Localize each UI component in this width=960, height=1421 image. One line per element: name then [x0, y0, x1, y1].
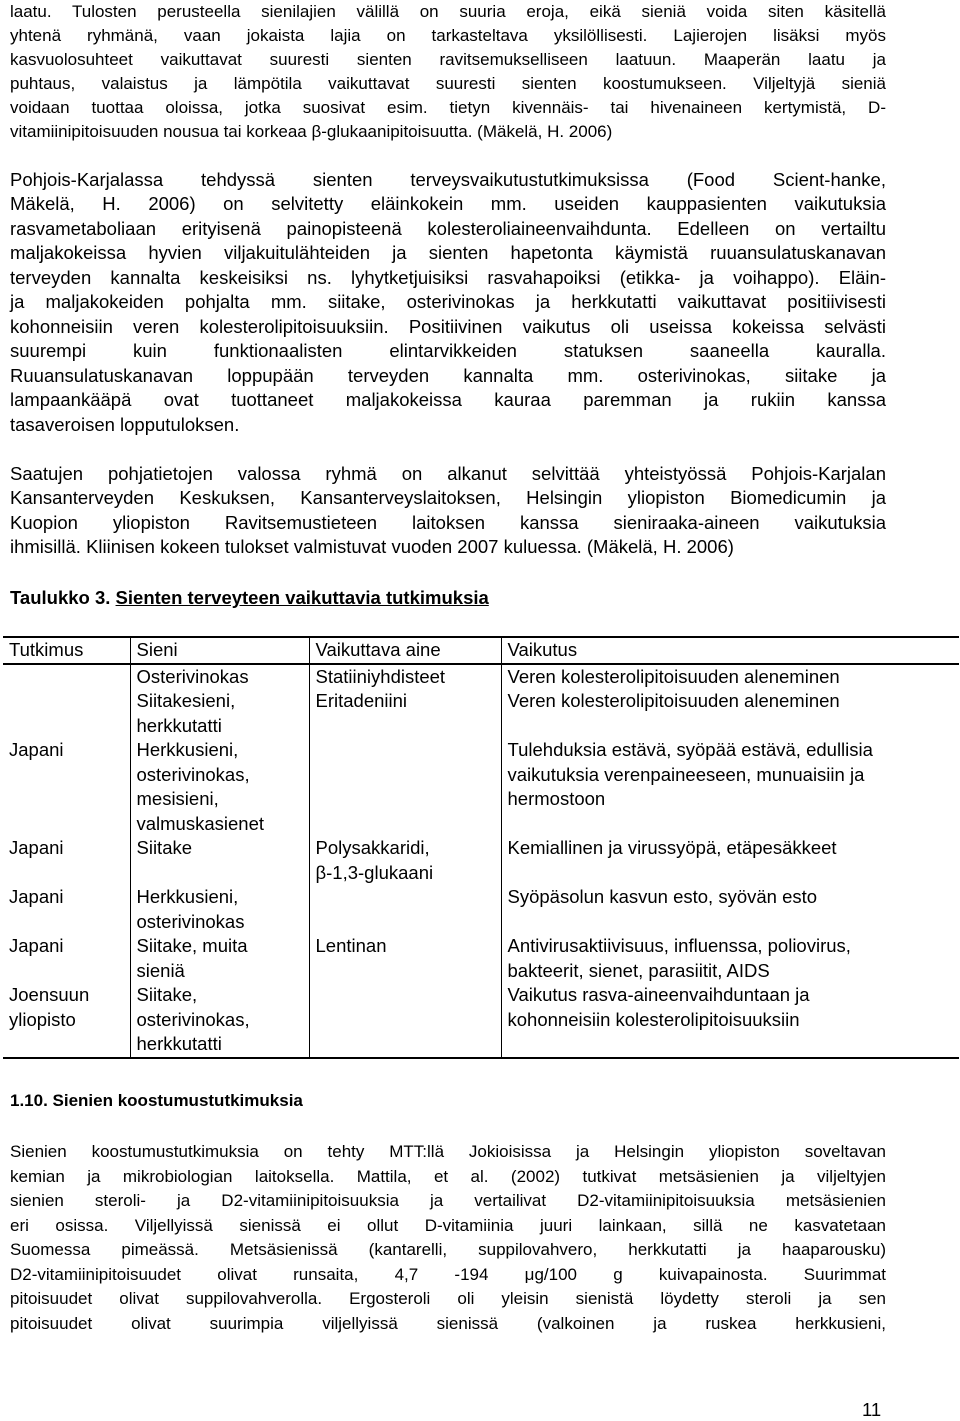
- text-line: Kuopion yliopiston Ravitsemustieteen laitoksen kanssa sieniraaka-aineen vaikutuksia: [10, 512, 886, 533]
- cell-line: herkkutatti: [136, 714, 222, 736]
- cell-line: osterivinokas,: [136, 763, 250, 785]
- cell-vaikutus: [501, 689, 959, 738]
- cell-line: hermostoon: [507, 788, 606, 809]
- cell-tutkimus: [3, 934, 130, 983]
- cell-line: Siitake, muita: [136, 935, 248, 956]
- table-header-row: [3, 637, 959, 664]
- cell-line: Statiiniyhdisteet: [315, 665, 446, 687]
- text-line: puhtaus, valaistus ja lämpötila vaikuttavat suuresti sienten koostumukseen. Viljeltyjä sieniä: [10, 74, 886, 93]
- text-line: Suomessa pimeässä. Metsäsienissä (kantarelli, suppilovahvero, herkkutatti ja haaparousku): [10, 1240, 886, 1259]
- text-line: vitamiinipitoisuuden nousua tai korkeaa β-glukaanipitoisuutta. (Mäkelä, H. 2006): [10, 122, 613, 141]
- cell-tutkimus: [3, 983, 130, 1058]
- cell-line: β-1,3-glukaani: [315, 861, 434, 883]
- text-line: Saatujen pohjatietojen valossa ryhmä on alkanut selvittää yhteistyössä Pohjois-Karjalan: [10, 463, 886, 484]
- cell-vaikuttava-aine: [309, 836, 501, 885]
- cell-line: Polysakkaridi,: [315, 837, 430, 858]
- cell-vaikutus: [501, 738, 959, 836]
- text-line: Kansanterveyden Keskuksen, Kansanterveyslaitoksen, Helsingin yliopiston Biomedicumin ja: [10, 487, 886, 508]
- table-caption-label: Taulukko 3.: [10, 587, 111, 608]
- text-line: eri osissa. Viljellyissä sienissä ei ollut D-vitamiinia juuri lainkaan, sillä ne kasvatetaan: [10, 1216, 886, 1235]
- cell-line: Syöpäsolun kasvun esto, syövän esto: [507, 886, 818, 907]
- cell-sieni: [130, 689, 309, 738]
- text-line: yhtenä ryhmänä, vaan jokaista lajia on tarkasteltava yksilöllisesti. Lajierojen lisäksi myös: [10, 26, 886, 45]
- text-line: terveyden kannalta keskeisiksi ns. lyhytketjuisiksi rasvahapoiksi (etikka- ja voihappo). Eläin-: [10, 267, 886, 288]
- table-row: [3, 664, 959, 690]
- cell-line: Japani: [9, 935, 64, 956]
- cell-line: Veren kolesterolipitoisuuden aleneminen: [507, 665, 840, 687]
- cell-tutkimus: [3, 664, 130, 690]
- cell-sieni: [130, 983, 309, 1058]
- text-line: tasaveroisen lopputuloksen.: [10, 414, 240, 435]
- cell-line: osterivinokas,: [136, 1008, 250, 1030]
- text-line: Pohjois-Karjalassa tehdyssä sienten terveysvaikutustutkimuksissa (Food Scient-hanke,: [10, 169, 886, 190]
- cell-line: Kemiallinen ja virussyöpä, etäpesäkkeet: [507, 837, 837, 858]
- page-number: 11: [862, 1399, 882, 1420]
- text-line: D2-vitamiinipitoisuudet olivat runsaita, 4,7 -194 μg/100 g kuivapainosta. Suurimmat: [10, 1265, 886, 1284]
- cell-line: Siitake: [136, 837, 193, 858]
- cell-line: Japani: [9, 886, 64, 907]
- text-line: kemian ja mikrobiologian laitoksella. Mattila, et al. (2002) tutkivat metsäsienien ja viljeltyjen: [10, 1167, 886, 1186]
- text-line: Ruuansulatuskanavan loppupään terveyden kannalta mm. osterivinokas, siitake ja: [10, 365, 886, 386]
- text-line: Mäkelä, H. 2006) on selvitetty eläinkokein mm. useiden kauppasienten vaikutuksia: [10, 193, 886, 214]
- cell-vaikuttava-aine: [309, 664, 501, 690]
- cell-tutkimus: [3, 885, 130, 934]
- text-line: voidaan tuottaa oloissa, jotka suosivat esim. tietyn kivennäis- tai hivenaineen kertymistä, D-: [10, 98, 886, 117]
- text-line: sienien steroli- ja D2-vitamiinipitoisuuksia ja vertailivat D2-vitamiinipitoisuuksia metsäsienien: [10, 1191, 886, 1210]
- text-line: maljakokeissa hyvien viljakuitulähteiden ja sienten hapetonta käymistä ruuansulatuskanavan: [10, 242, 886, 263]
- cell-sieni: [130, 836, 309, 885]
- text-line: lampaankääpä ovat tuottaneet maljakokeissa kauraa paremman ja rukiin kanssa: [10, 389, 886, 410]
- cell-line: kohonneisiin kolesterolipitoisuuksiin: [507, 1008, 800, 1030]
- text-line: pitoisuudet olivat suurimpia viljellyissä sienissä (valkoinen ja ruskea herkkusieni,: [10, 1314, 886, 1333]
- cell-line: mesisieni,: [136, 788, 219, 809]
- column-header: Vaikuttava aine: [309, 637, 501, 664]
- text-line: Sienien koostumustutkimuksia on tehty MTT:llä Jokioisissa ja Helsingin yliopiston soveltavan: [10, 1142, 886, 1161]
- cell-vaikutus: [501, 664, 959, 690]
- cell-vaikutus: [501, 983, 959, 1058]
- cell-line: Joensuun: [9, 984, 90, 1005]
- table-row: [3, 836, 959, 885]
- cell-sieni: [130, 934, 309, 983]
- cell-vaikutus: [501, 836, 959, 885]
- cell-line: Tulehduksia estävä, syöpää estävä, edullisia: [507, 739, 873, 760]
- cell-vaikuttava-aine: [309, 885, 501, 934]
- cell-vaikuttava-aine: [309, 934, 501, 983]
- text-line: laatu. Tulosten perusteella sienilajien välillä on suuria eroja, eikä sieniä voida siten käsitellä: [10, 2, 886, 21]
- cell-line: Japani: [9, 837, 64, 858]
- cell-tutkimus: [3, 836, 130, 885]
- cell-vaikuttava-aine: [309, 983, 501, 1058]
- table-row: [3, 738, 959, 836]
- cell-sieni: [130, 738, 309, 836]
- cell-sieni: [130, 664, 309, 690]
- cell-line: yliopisto: [9, 1008, 76, 1030]
- text-line: suurempi kuin funktionaalisten elintarvikkeiden statuksen saaneella kauralla.: [10, 340, 886, 361]
- cell-sieni: [130, 885, 309, 934]
- studies-table: [3, 636, 959, 1059]
- cell-line: Herkkusieni,: [136, 739, 239, 760]
- cell-line: Veren kolesterolipitoisuuden aleneminen: [507, 690, 840, 711]
- section-heading: 1.10. Sienien koostumustutkimuksia: [10, 1091, 303, 1110]
- column-header: Tutkimus: [9, 639, 84, 660]
- text-line: kasvuolosuhteet vaikuttavat suuresti sienten ravitsemukselliseen laatuun. Maaperän laatu ja: [10, 50, 886, 69]
- cell-tutkimus: [3, 689, 130, 738]
- table-row: [3, 885, 959, 934]
- table-caption-title: Sienten terveyteen vaikuttavia tutkimuksia: [115, 587, 489, 608]
- column-header: Sieni: [130, 637, 309, 664]
- cell-line: valmuskasienet: [136, 812, 265, 834]
- table-body: [3, 664, 959, 1058]
- cell-line: sieniä: [136, 959, 185, 981]
- cell-tutkimus: [3, 738, 130, 836]
- cell-line: Siitakesieni,: [136, 690, 236, 711]
- cell-vaikutus: [501, 885, 959, 934]
- cell-vaikutus: [501, 934, 959, 983]
- cell-line: Herkkusieni,: [136, 886, 239, 907]
- text-line: ja maljakokeiden pohjalta mm. siitake, osterivinokas ja herkkutatti vaikuttavat positiivisesti: [10, 291, 886, 312]
- cell-line: bakteerit, sienet, parasiitit, AIDS: [507, 959, 770, 981]
- column-header: Vaikutus: [501, 637, 959, 664]
- cell-line: Eritadeniini: [315, 690, 408, 711]
- text-line: pitoisuudet olivat suppilovahverolla. Ergosteroli oli yleisin sienistä löydetty steroli ja sen: [10, 1289, 886, 1308]
- cell-line: Siitake,: [136, 984, 198, 1005]
- table-row: [3, 689, 959, 738]
- cell-line: osterivinokas: [136, 910, 245, 932]
- cell-vaikuttava-aine: [309, 689, 501, 738]
- text-line: kohonneisiin veren kolesterolipitoisuuksiin. Positiivinen vaikutus oli useissa kokeissa selvästi: [10, 316, 886, 337]
- table-caption: [10, 585, 489, 611]
- table-row: [3, 934, 959, 983]
- cell-line: herkkutatti: [136, 1033, 222, 1054]
- cell-line: vaikutuksia verenpaineeseen, munuaisiin ja: [507, 763, 865, 785]
- table-row: [3, 983, 959, 1058]
- cell-line: Osterivinokas: [136, 665, 249, 687]
- cell-vaikuttava-aine: [309, 738, 501, 836]
- cell-line: Vaikutus rasva-aineenvaihduntaan ja: [507, 984, 810, 1005]
- text-line: rasvametaboliaan erityisenä painopisteenä kolesteroliaineenvaihdunta. Edelleen on vertailtu: [10, 218, 886, 239]
- cell-line: Antivirusaktiivisuus, influenssa, poliovirus,: [507, 935, 851, 956]
- cell-line: Lentinan: [315, 935, 387, 956]
- text-line: ihmisillä. Kliinisen kokeen tulokset valmistuvat vuoden 2007 kuluessa. (Mäkelä, H. 2006): [10, 536, 734, 557]
- cell-line: Japani: [9, 739, 64, 760]
